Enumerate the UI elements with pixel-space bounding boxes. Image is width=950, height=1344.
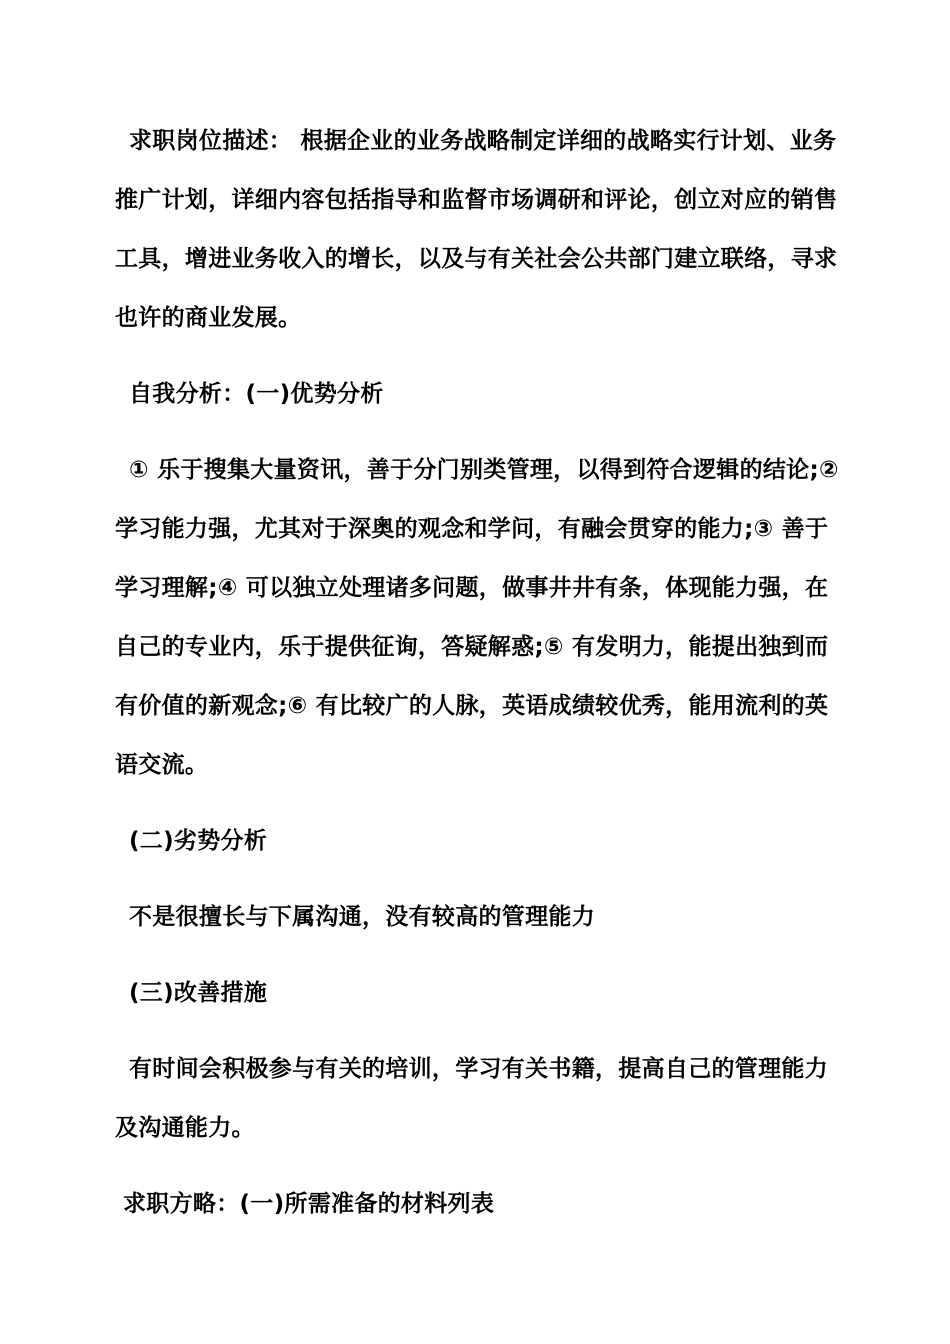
- self-analysis-heading: 自我分析：(一)优势分析: [129, 381, 384, 407]
- improvement-paragraph: 有时间会积极参与有关的培训，学习有关书籍，提高自己的管理能力及沟通能力。: [115, 1056, 828, 1141]
- document-body: [115, 112, 840, 1234]
- weakness-heading: (二)劣势分析: [129, 828, 268, 854]
- weakness-paragraph: 不是很擅长与下属沟通，没有较高的管理能力: [129, 904, 595, 930]
- job-strategy-heading: 求职方略：(一)所需准备的材料列表: [123, 1191, 495, 1217]
- improvement-heading: (三)改善措施: [129, 980, 268, 1006]
- strengths-paragraph: ① 乐于搜集大量资讯，善于分门别类管理，以得到符合逻辑的结论;② 学习能力强，尤其对于深奥的观念和学问，有融会贯穿的能力;③ 善于学习理解;④ 可以独立处理诸多问题，做事井井有条，体现能力强，在自己的专业内，乐于提供征询，答疑解惑;⑤ 有发明力，能提出独到而有价值的新观念;⑥ 有比较广的人脉，英语成绩较优秀，能用流利的英语交流。: [115, 457, 839, 778]
- job-description-paragraph: 求职岗位描述： 根据企业的业务战略制定详细的战略实行计划、业务推广计划，详细内容包括指导和监督市场调研和评论，创立对应的销售工具，增进业务收入的增长，以及与有关社会公共部门建立联络，寻求也许的商业发展。: [115, 128, 838, 331]
